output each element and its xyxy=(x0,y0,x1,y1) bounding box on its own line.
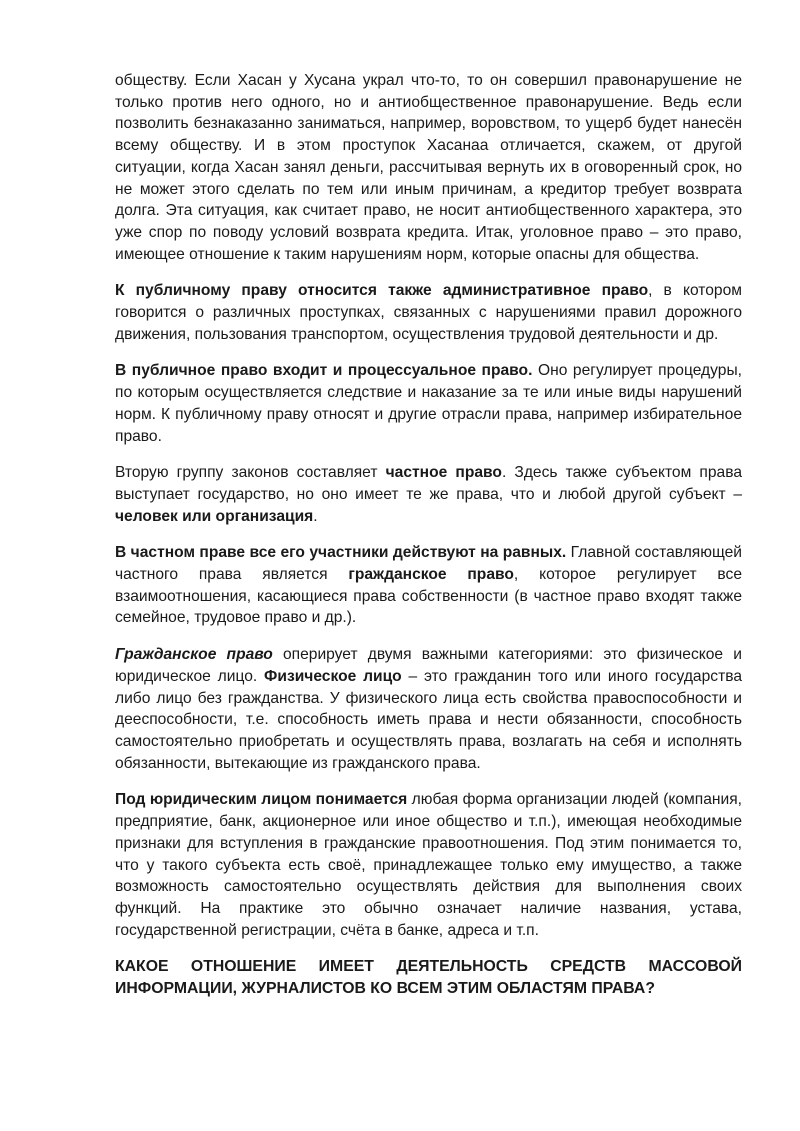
document-page xyxy=(115,70,742,1000)
paragraph-procedural-law xyxy=(115,360,742,447)
bold-phrase: В публичное право входит и процессуальное право. xyxy=(115,362,533,380)
paragraph-text: Вторую группу законов составляет xyxy=(115,464,386,482)
paragraph-legal-entity xyxy=(115,789,742,941)
bold-phrase: человек или организация xyxy=(115,507,314,525)
paragraph-text: – это гражданин того или иного государства либо лицо без гражданства. У физического лица есть свойства правоспособности и дееспособности, т.е. способность иметь права и нести обязанности, способность самостоятельно приобретать и осуществлять права, возлагать на себя и исполнять обязанности, вытекающие из гражданского права. xyxy=(115,667,742,772)
paragraph-civil-law xyxy=(115,644,742,774)
bold-phrase: частное право xyxy=(385,464,502,482)
paragraph-text: , которое регулирует все взаимоотношения, касающиеся права собственности (в частное право входят также семейное, трудовое право и др.). xyxy=(115,566,742,627)
paragraph-administrative-law xyxy=(115,280,742,345)
paragraph-text: любая форма организации людей (компания, предприятие, банк, акционерное или иное общество и т.п.), имеющая необходимые признаки для вступления в гражданские правоотношения. Под этим понимается то, что у такого субъекта есть своё, принадлежащее только ему имущество, а также возможность самостоятельно осуществлять действия для выполнения своих функций. На практике это обычно означает наличие названия, устава, государственной регистрации, счёта в банке, адреса и т.п. xyxy=(115,791,742,939)
bold-phrase: Физическое лицо xyxy=(264,667,402,685)
paragraph-text: обществу. Если Хасан у Хусана украл что-то, то он совершил правонарушение не только против него одного, но и антиобщественное правонарушение. Ведь если позволить безнаказанно заниматься, например, воровством, то ущерб будет нанесён всему обществу. И в этом проступок Хасанаа отличается, скажем, от другой ситуации, когда Хасан занял деньги, рассчитывая вернуть их в оговоренный срок, но не может этого сделать по тем или иным причинам, а кредитор требует возврата долга. Эта ситуация, как считает право, не носит антиобщественного характера, это уже спор по поводу условий возврата кредита. Итак, уголовное право – это право, имеющее отношение к таким нарушениям норм, которые опасны для общества. xyxy=(115,72,742,263)
paragraph-criminal-law xyxy=(115,70,742,265)
paragraph-private-law xyxy=(115,462,742,527)
bold-phrase: В частном праве все его участники действуют на равных. xyxy=(115,544,567,562)
paragraph-text: оперирует двумя важными категориями: это физическое и юридическое лицо. xyxy=(115,646,742,685)
bold-phrase: К публичному праву относится также административное право xyxy=(115,282,649,300)
bold-phrase: Под юридическим лицом понимается xyxy=(115,791,408,809)
paragraph-text: . Здесь также субъектом права выступает государство, но оно имеет те же права, что и любой другой субъект – xyxy=(115,464,742,503)
paragraph-text: Оно регулирует процедуры, по которым осуществляется следствие и наказание за те или иные виды нарушений норм. К публичному праву относят и другие отрасли права, например избирательное право. xyxy=(115,362,742,445)
paragraph-text: Главной составляющей частного права является xyxy=(115,544,742,584)
paragraph-equal-participants xyxy=(115,542,742,629)
paragraph-text: . xyxy=(313,507,318,525)
section-heading: КАКОЕ ОТНОШЕНИЕ ИМЕЕТ ДЕЯТЕЛЬНОСТЬ СРЕДСТВ МАССОВОЙ ИНФОРМАЦИИ, ЖУРНАЛИСТОВ КО ВСЕМ ЭТИМ ОБЛАСТЯМ ПРАВА? xyxy=(115,958,742,998)
bold-phrase: гражданское право xyxy=(348,566,514,584)
bold-italic-phrase: Гражданское право xyxy=(115,646,273,664)
paragraph-text: , в котором говорится о различных проступках, связанных с нарушениями правил дорожного движения, пользования транспортом, осуществления трудовой деятельности и др. xyxy=(115,282,742,343)
